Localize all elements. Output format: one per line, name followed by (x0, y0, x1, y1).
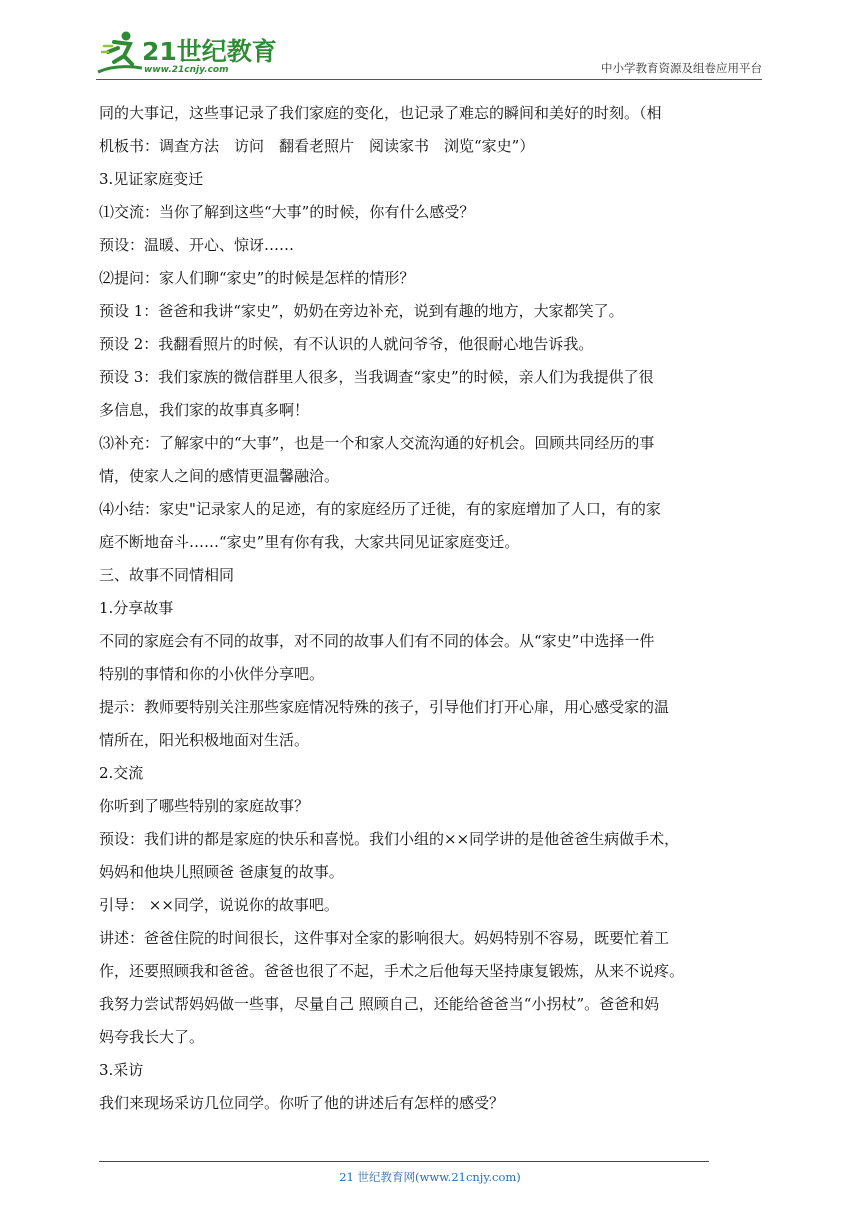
text-line: 妈妈和他块儿照顾爸 爸康复的故事。 (99, 863, 344, 881)
runner-logo-icon (96, 28, 148, 80)
text-line: 提示：教师要特别关注那些家庭情况特殊的孩子，引导他们打开心扉，用心感受家的温 (99, 698, 670, 716)
text-line: 你听到了哪些特别的家庭故事？ (99, 797, 310, 815)
text-line: ⑶补充：了解家中的“大事”，也是一个和家人交流沟通的好机会。回顾共同经历的事 (99, 434, 655, 452)
text-line: ⑴交流：当你了解到这些“大事”的时候，你有什么感受？ (99, 203, 475, 221)
document-body (99, 97, 765, 1120)
header-divider (96, 79, 762, 80)
text-line: 3.采访 (99, 1061, 144, 1079)
text-line: 预设 2：我翻看照片的时候，有不认识的人就问爷爷，他很耐心地告诉我。 (99, 335, 594, 353)
logo-url: www.21cnjy.com (144, 65, 229, 75)
text-line: 庭不断地奋斗……“家史”里有你有我，大家共同见证家庭变迁。 (99, 533, 520, 551)
text-line: 情所在，阳光积极地面对生活。 (99, 731, 310, 749)
text-line: 2.交流 (99, 764, 144, 782)
text-line: 同的大事记，这些事记录了我们家庭的变化，也记录了难忘的瞬间和美好的时刻。（相 (99, 104, 662, 122)
text-line: 预设 3：我们家族的微信群里人很多，当我调查“家史”的时候，亲人们为我提供了很 (99, 368, 654, 386)
text-line: 预设：温暖、开心、惊讶…… (99, 236, 295, 254)
text-line: ⑵提问：家人们聊“家史”的时候是怎样的情形？ (99, 269, 415, 287)
text-line: 多信息，我们家的故事真多啊！ (99, 401, 310, 419)
text-line: 三、故事不同情相同 (99, 566, 235, 584)
platform-name: 中小学教育资源及组卷应用平台 (601, 61, 762, 75)
text-line: 引导： ××同学，说说你的故事吧。 (99, 896, 339, 914)
text-line: 妈夸我长大了。 (99, 1028, 205, 1046)
footer-text: 21 世纪教育网(www.21cnjy.com) (339, 1170, 521, 1184)
text-line: 1.分享故事 (99, 599, 174, 617)
text-line: 情，使家人之间的感情更温馨融洽。 (99, 467, 340, 485)
text-line: 作，还要照顾我和爸爸。爸爸也很了不起，手术之后他每天坚持康复锻炼，从来不说疼。 (99, 962, 685, 980)
text-line: 特别的事情和你的小伙伴分享吧。 (99, 665, 325, 683)
text-line: 我们来现场采访几位同学。你听了他的讲述后有怎样的感受？ (99, 1094, 505, 1112)
text-line: 讲述：爸爸住院的时间很长，这件事对全家的影响很大。妈妈特别不容易，既要忙着工 (99, 929, 670, 947)
text-line: 机板书：调查方法 访问 翻看老照片 阅读家书 浏览“家史”） (99, 137, 535, 155)
footer-divider (99, 1161, 709, 1162)
text-line: 不同的家庭会有不同的故事，对不同的故事人们有不同的体会。从“家史”中选择一件 (99, 632, 655, 650)
page-header (96, 28, 762, 80)
text-line: 3.见证家庭变迁 (99, 170, 204, 188)
text-line: 我努力尝试帮妈妈做一些事，尽量自己 照顾自己，还能给爸爸当“小拐杖”。爸爸和妈 (99, 995, 660, 1013)
logo-text: 21世纪教育 (142, 37, 277, 66)
text-line: ⑷小结：家史"记录家人的足迹，有的家庭经历了迁徙，有的家庭增加了人口，有的家 (99, 500, 661, 518)
logo (96, 28, 286, 80)
text-line: 预设 1：爸爸和我讲“家史”，奶奶在旁边补充，说到有趣的地方，大家都笑了。 (99, 302, 624, 320)
text-line: 预设：我们讲的都是家庭的快乐和喜悦。我们小组的××同学讲的是他爸爸生病做手术， (99, 830, 680, 848)
